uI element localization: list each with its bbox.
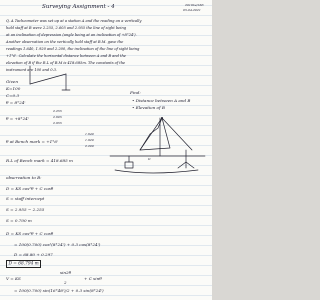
staff-intercept-label: S = staff intercept [6,196,45,201]
d-substitution: = 100(0.700) cos²(8°24') + 0.3 cos(8°24') [14,242,101,247]
staff-intercept: S = 2.955 − 2.255 [6,207,45,212]
sight-line-left [140,118,162,150]
given-value: K=100 [6,86,21,91]
ground-curve [115,170,198,173]
submission-date: 05-04-2021 [183,8,201,12]
problem-line: Q. A Tacheometer was set up at a station A and the reading on a vertically [6,19,142,23]
target-point [161,117,163,119]
d-formula: D = KS cos²θ + C cosθ [6,231,54,236]
staff-intercept-result: S = 0.700 m [6,218,32,223]
staff-reading: 2.200 [85,144,94,148]
v-formula-rest: + C sinθ [84,276,102,281]
problem-line: instrument are 100 and 0.3. [6,68,58,72]
assignment-title: Surveying Assignment - 4 [42,4,115,10]
sight-line [30,74,66,84]
staff-reading: 2.605 [53,115,62,119]
observation-label: observation to B: [6,175,42,180]
v-formula-label: V = KS [6,276,21,281]
bm-theta: θ at Bench mark = +1°6' [6,139,59,144]
find-item: • Distance between A and B [132,98,191,103]
given-value: θ = 8°24' [6,100,26,105]
staff-reading: 1.920 [85,138,94,142]
bench-mark-block [125,162,133,168]
staff-reading: 2.955 [53,121,62,125]
problem-line: +1°6'. Calculate the horizontal distance between A and B and the [6,54,126,58]
diagram-label-d: D [148,157,151,161]
d-answer: D = 68.794 m [6,262,41,266]
problem-line: readings 1.640, 1.920 and 2.200, the inclination of the line of sight being [6,47,140,51]
v-substitution: = 100(0.700) sin(16°48')/2 + 0.3 sin(8°24') [14,288,104,293]
staff-reading: 1.640 [85,132,94,136]
given-value: C=0.3 [6,93,20,98]
rl-bm: R.L of Bench mark = 418.685 m [6,158,73,163]
d-value: D = 68.80 + 0.297 [14,252,53,257]
problem-line: held staff at B were 2.255, 2.605 and 2.955 the line of sight being [6,26,127,30]
student-id: 2019be/b63 [185,3,204,7]
problem-line: at an inclination of depression (angle being at an inclination of +8°24'). [6,33,137,37]
staff-reading: 2.255 [53,109,62,113]
terrain-outline [140,118,170,150]
find-item: • Elevation of B [132,105,165,110]
v-fraction-num: sin2θ [60,270,72,275]
v-fraction-den: 2 [64,280,67,285]
problem-line: elevation of B if the R.L of B.M is 418.685m. The constants of the [6,61,126,65]
problem-line: Another observation on the vertically held staff at B.M. gave the [6,40,124,44]
theta-1: θ = +8°24' [6,116,29,121]
find-label: Find: [130,90,141,95]
formula-d: D = KS cos²θ + C cosθ [6,186,54,191]
given-label: Given [6,79,18,84]
